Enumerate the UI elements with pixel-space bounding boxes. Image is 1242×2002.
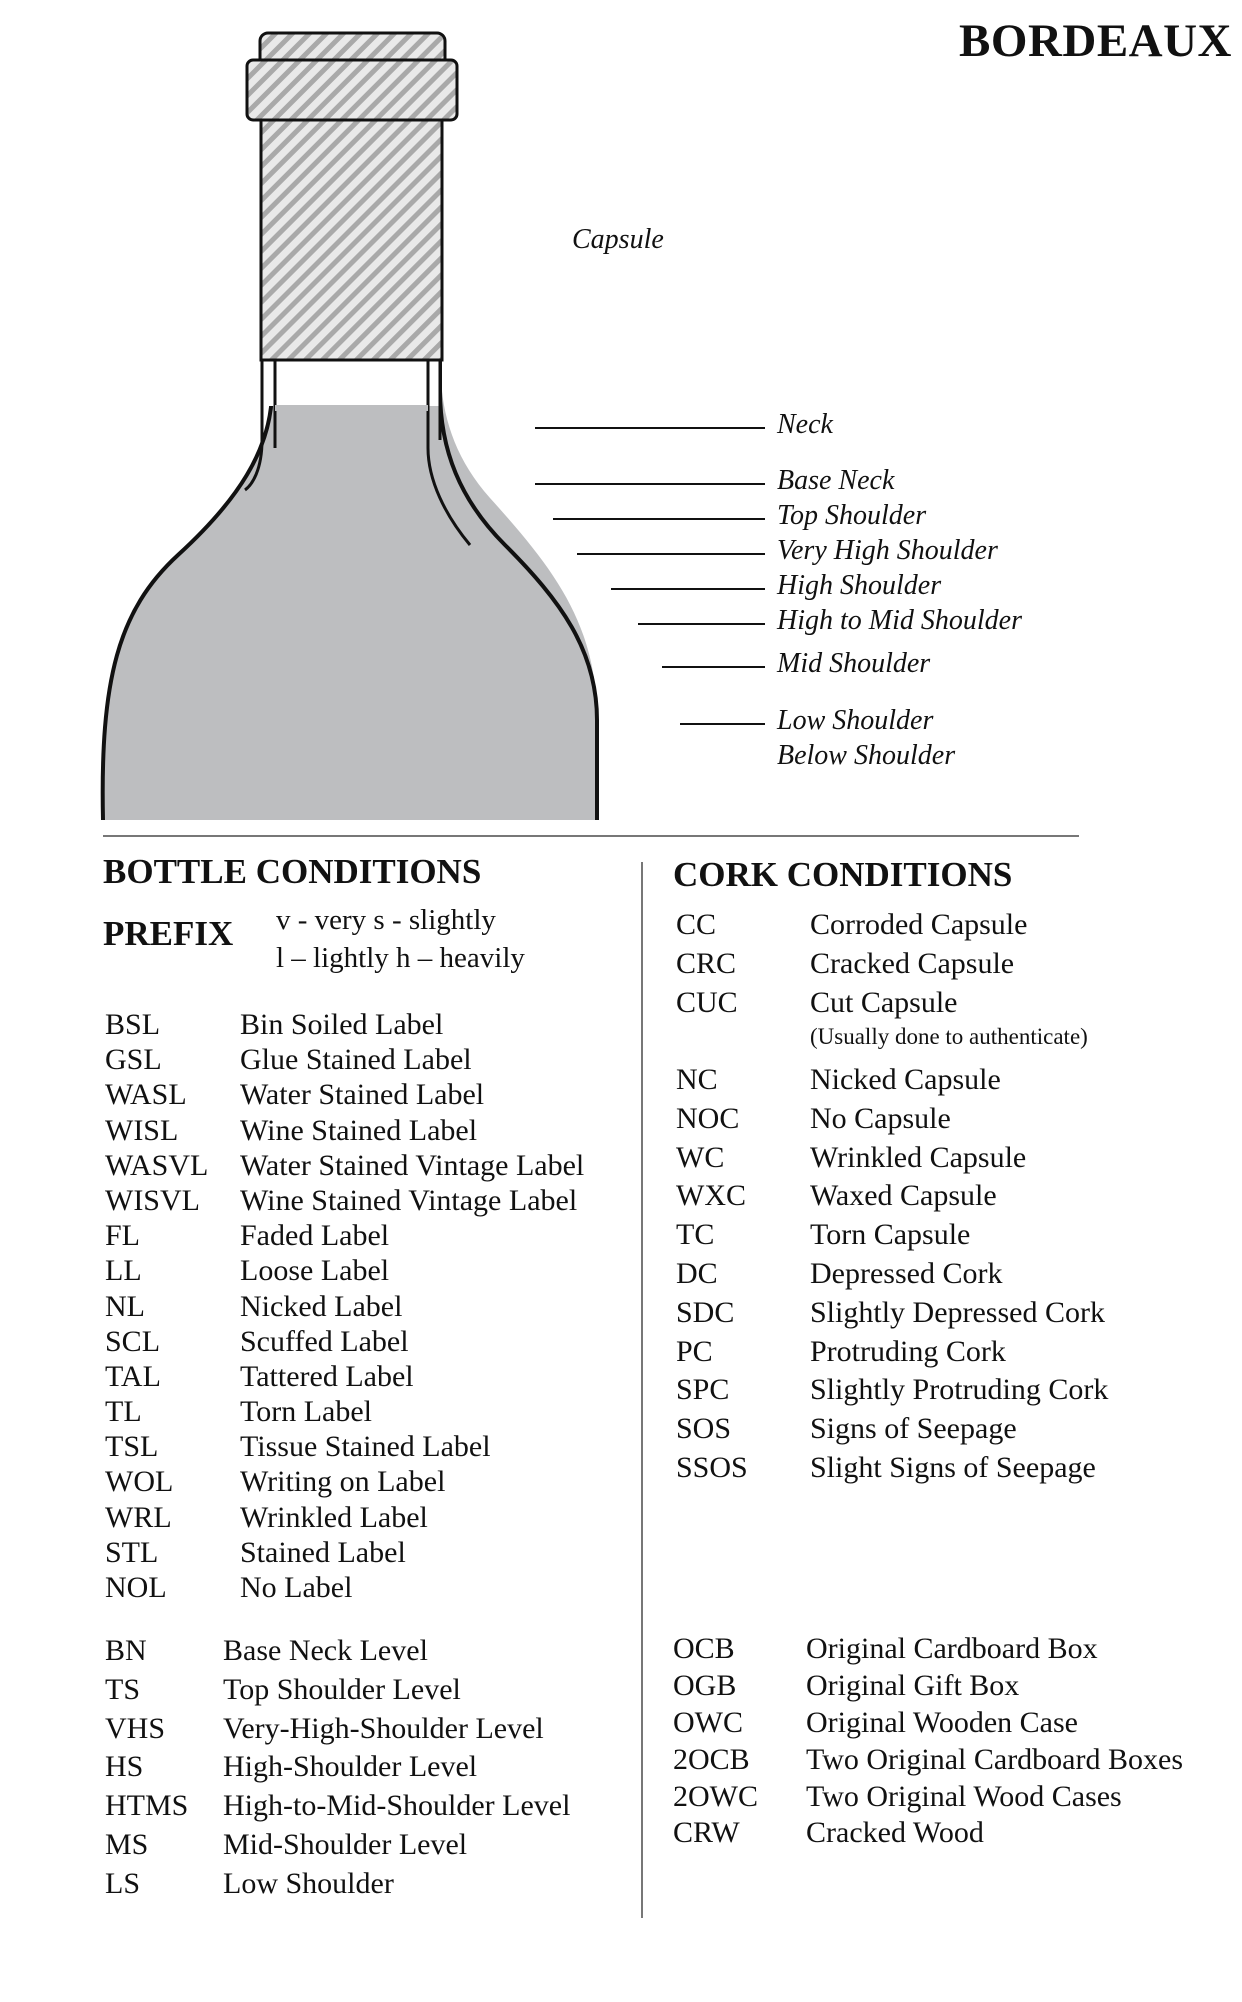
code-row (673, 1816, 1233, 1853)
code-abbrev: HTMS (105, 1789, 189, 1823)
page-title: BORDEAUX (959, 15, 1232, 67)
prefix-label: PREFIX (103, 914, 234, 953)
code-description: Water Stained Vintage Label (240, 1148, 585, 1182)
code-abbrev: WC (676, 1140, 725, 1174)
neck-glass (262, 356, 440, 406)
code-abbrev: CRC (676, 946, 737, 980)
code-row (676, 1179, 1236, 1218)
code-row (105, 1501, 635, 1536)
box-codes-list (673, 1632, 1233, 1853)
code-description: Original Cardboard Box (806, 1632, 1098, 1665)
fill-level-label: Low Shoulder (777, 705, 934, 736)
code-abbrev: SOS (676, 1412, 732, 1446)
code-abbrev: 2OWC (673, 1779, 758, 1813)
capsule-collar (247, 60, 457, 120)
code-description: Protruding Cork (810, 1334, 1006, 1368)
fill-level-label: Below Shoulder (777, 740, 956, 771)
code-description: High-to-Mid-Shoulder Level (223, 1789, 571, 1823)
code-row (676, 1218, 1236, 1257)
section-divider (103, 835, 1079, 837)
code-abbrev: WASVL (105, 1148, 209, 1182)
code-abbrev: TSL (105, 1430, 159, 1464)
code-abbrev: WXC (676, 1179, 746, 1213)
code-abbrev: TAL (105, 1359, 161, 1393)
code-abbrev: SPC (676, 1373, 730, 1407)
code-row (673, 1743, 1233, 1780)
code-abbrev: WASL (105, 1078, 187, 1112)
code-description: Signs of Seepage (810, 1412, 1017, 1446)
code-abbrev: OWC (673, 1705, 743, 1739)
code-abbrev: GSL (105, 1043, 162, 1077)
code-description: Tattered Label (240, 1359, 414, 1393)
code-row (676, 1141, 1236, 1180)
code-description: High-Shoulder Level (223, 1750, 478, 1784)
code-abbrev: CRW (673, 1816, 740, 1850)
code-description: Slight Signs of Seepage (810, 1450, 1096, 1484)
code-abbrev: VHS (105, 1711, 166, 1745)
code-abbrev: TS (105, 1672, 141, 1706)
code-row (676, 908, 1236, 947)
code-abbrev: SDC (676, 1295, 735, 1329)
code-description: Faded Label (240, 1219, 390, 1253)
code-row (105, 1712, 635, 1751)
code-row (105, 1149, 635, 1184)
code-abbrev: NOL (105, 1571, 167, 1604)
fill-level-label: High to Mid Shoulder (777, 605, 1022, 636)
code-description: Torn Capsule (810, 1218, 971, 1252)
code-description: Wine Stained Label (240, 1113, 478, 1147)
bottle-diagram (0, 0, 1242, 840)
code-row (105, 1114, 635, 1149)
code-description: Writing on Label (240, 1465, 446, 1499)
code-abbrev: WISVL (105, 1183, 200, 1217)
code-description: Stained Label (240, 1535, 406, 1569)
code-row (676, 1296, 1236, 1335)
code-abbrev: WOL (105, 1465, 174, 1499)
code-description: Mid-Shoulder Level (223, 1827, 468, 1861)
code-description: Depressed Cork (810, 1256, 1003, 1290)
code-row (105, 1828, 635, 1867)
code-abbrev: LL (105, 1254, 142, 1288)
code-abbrev: WRL (105, 1500, 172, 1534)
code-description: Torn Label (240, 1395, 373, 1429)
code-row (105, 1750, 635, 1789)
capsule-sleeve (261, 110, 442, 360)
code-abbrev: OCB (673, 1632, 735, 1665)
code-description: Scuffed Label (240, 1324, 409, 1358)
code-description: Cut Capsule (810, 985, 958, 1019)
code-abbrev: NC (676, 1063, 718, 1096)
code-description: Low Shoulder (223, 1866, 394, 1900)
code-description: No Label (240, 1571, 353, 1604)
code-row (105, 1634, 635, 1673)
code-description: Very-High-Shoulder Level (223, 1711, 544, 1745)
code-description: Base Neck Level (223, 1634, 428, 1667)
code-row (676, 1451, 1236, 1490)
label-codes-list (105, 1008, 635, 1606)
code-row (105, 1571, 635, 1606)
code-description: Wrinkled Capsule (810, 1140, 1027, 1174)
code-description: Slightly Depressed Cork (810, 1295, 1105, 1329)
code-description: Nicked Capsule (810, 1063, 1001, 1096)
code-row (676, 947, 1236, 986)
code-description: Nicked Label (240, 1289, 403, 1323)
code-row (676, 1063, 1236, 1102)
code-description: Tissue Stained Label (240, 1430, 491, 1464)
code-description: Glue Stained Label (240, 1043, 472, 1077)
code-row (105, 1430, 635, 1465)
code-abbrev: MS (105, 1827, 149, 1861)
code-row (105, 1325, 635, 1360)
fill-level-label: Neck (777, 409, 833, 440)
code-abbrev: CC (676, 908, 717, 941)
bottle-conditions-heading: BOTTLE CONDITIONS (103, 852, 482, 891)
level-codes-list (105, 1634, 635, 1906)
code-description: Cracked Capsule (810, 946, 1015, 980)
cork-codes-list-a (676, 908, 1236, 1024)
code-abbrev: SSOS (676, 1450, 748, 1484)
code-description: Slightly Protruding Cork (810, 1373, 1109, 1407)
code-abbrev: TC (676, 1218, 715, 1252)
code-abbrev: LS (105, 1866, 141, 1900)
code-row (105, 1008, 635, 1043)
code-description: No Capsule (810, 1101, 951, 1135)
code-description: Corroded Capsule (810, 908, 1028, 941)
cork-conditions-heading: CORK CONDITIONS (673, 855, 1013, 894)
code-row (676, 1373, 1236, 1412)
code-abbrev: NOC (676, 1101, 740, 1135)
code-row (676, 1102, 1236, 1141)
cut-capsule-note: (Usually done to authenticate) (810, 1024, 1088, 1049)
code-row (105, 1043, 635, 1078)
code-abbrev: OGB (673, 1668, 737, 1702)
code-row (105, 1395, 635, 1430)
code-abbrev: STL (105, 1535, 159, 1569)
code-row (105, 1789, 635, 1828)
code-row (105, 1290, 635, 1325)
capsule-label: Capsule (572, 224, 664, 255)
code-description: Waxed Capsule (810, 1179, 997, 1213)
fill-level-label: Top Shoulder (777, 500, 927, 531)
code-abbrev: DC (676, 1256, 718, 1290)
code-abbrev: PC (676, 1334, 713, 1368)
code-row (105, 1184, 635, 1219)
code-description: Two Original Wood Cases (806, 1779, 1122, 1813)
code-row (105, 1536, 635, 1571)
code-description: Original Wooden Case (806, 1705, 1078, 1739)
fill-level-label: Base Neck (777, 465, 895, 496)
code-row (676, 986, 1236, 1025)
code-abbrev: FL (105, 1219, 141, 1253)
fill-level-label: Very High Shoulder (777, 535, 998, 566)
code-row (676, 1335, 1236, 1374)
code-abbrev: SCL (105, 1324, 161, 1358)
code-row (673, 1780, 1233, 1817)
code-row (105, 1673, 635, 1712)
fill-level-label: High Shoulder (777, 570, 942, 601)
code-row (105, 1867, 635, 1906)
code-row (105, 1078, 635, 1113)
code-row (105, 1465, 635, 1500)
code-row (673, 1669, 1233, 1706)
code-abbrev: CUC (676, 985, 738, 1019)
code-abbrev: NL (105, 1289, 145, 1323)
column-divider (641, 862, 643, 1918)
code-row (673, 1706, 1233, 1743)
code-abbrev: TL (105, 1395, 142, 1429)
code-abbrev: HS (105, 1750, 144, 1784)
code-row (676, 1412, 1236, 1451)
code-abbrev: 2OCB (673, 1742, 750, 1776)
code-row (676, 1257, 1236, 1296)
code-row (105, 1254, 635, 1289)
code-row (673, 1632, 1233, 1669)
fill-level-label: Mid Shoulder (777, 648, 931, 679)
code-description: Loose Label (240, 1254, 390, 1288)
bottle-body (103, 358, 597, 820)
prefix-line-2: l – lightly h – heavily (276, 942, 525, 974)
cork-codes-list-b (676, 1063, 1236, 1490)
code-description: Top Shoulder Level (223, 1672, 461, 1706)
code-description: Original Gift Box (806, 1668, 1020, 1702)
code-abbrev: WISL (105, 1113, 179, 1147)
code-abbrev: BN (105, 1634, 147, 1667)
prefix-line-1: v - very s - slightly (276, 904, 496, 936)
code-description: Cracked Wood (806, 1816, 984, 1850)
code-row (105, 1219, 635, 1254)
code-description: Wrinkled Label (240, 1500, 428, 1534)
code-description: Wine Stained Vintage Label (240, 1183, 578, 1217)
code-description: Two Original Cardboard Boxes (806, 1742, 1183, 1776)
code-description: Water Stained Label (240, 1078, 485, 1112)
code-row (105, 1360, 635, 1395)
code-description: Bin Soiled Label (240, 1008, 444, 1041)
code-abbrev: BSL (105, 1008, 161, 1041)
